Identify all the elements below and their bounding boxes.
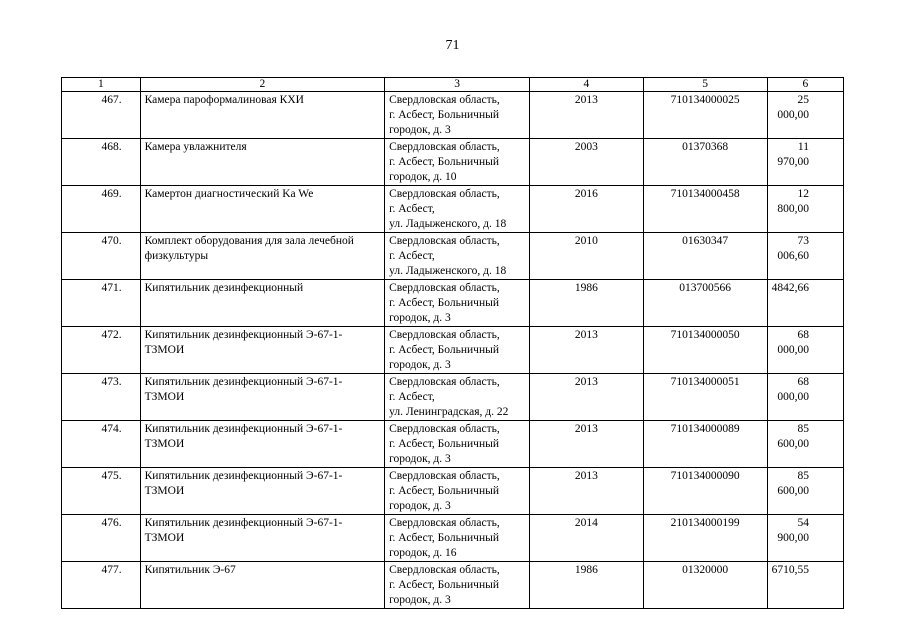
column-header-1: 1 bbox=[62, 78, 141, 92]
address-line: Свердловская область, bbox=[389, 329, 500, 341]
address-line: городок, д. 3 bbox=[389, 594, 451, 606]
address-line: городок, д. 3 bbox=[389, 500, 451, 512]
address-line: Свердловская область, bbox=[389, 282, 500, 294]
item-cost: 85 600,00 bbox=[767, 468, 843, 515]
item-cost: 85 600,00 bbox=[767, 421, 843, 468]
row-number: 473. bbox=[62, 374, 141, 421]
item-cost: 68 000,00 bbox=[767, 374, 843, 421]
item-name: Камера пароформалиновая КХИ bbox=[140, 92, 385, 139]
item-address bbox=[385, 468, 530, 515]
address-line: Свердловская область, bbox=[389, 188, 500, 200]
table-row bbox=[62, 280, 844, 327]
address-line: Свердловская область, bbox=[389, 94, 500, 106]
item-name: Кипятильник Э-67 bbox=[140, 562, 385, 609]
column-header-3: 3 bbox=[385, 78, 530, 92]
item-year: 2016 bbox=[530, 186, 644, 233]
inventory-number: 01370368 bbox=[643, 139, 767, 186]
address-line: городок, д. 3 bbox=[389, 124, 451, 136]
row-number: 472. bbox=[62, 327, 141, 374]
row-number: 475. bbox=[62, 468, 141, 515]
item-cost: 6710,55 bbox=[767, 562, 843, 609]
address-line: г. Асбест, Больничный bbox=[389, 485, 499, 497]
address-line: ул. Ладыженского, д. 18 bbox=[389, 265, 507, 277]
row-number: 471. bbox=[62, 280, 141, 327]
address-line: городок, д. 3 bbox=[389, 312, 451, 324]
table-row bbox=[62, 92, 844, 139]
address-line: городок, д. 3 bbox=[389, 359, 451, 371]
address-line: г. Асбест, Больничный bbox=[389, 438, 499, 450]
item-name: Кипятильник дезинфекционный Э-67-1-ТЗМОИ bbox=[140, 421, 385, 468]
item-cost: 12 800,00 bbox=[767, 186, 843, 233]
item-year: 2003 bbox=[530, 139, 644, 186]
address-line: городок, д. 10 bbox=[389, 171, 457, 183]
inventory-number: 710134000089 bbox=[643, 421, 767, 468]
table-row bbox=[62, 327, 844, 374]
address-line: ул. Ленинградская, д. 22 bbox=[389, 406, 509, 418]
address-line: г. Асбест, Больничный bbox=[389, 532, 499, 544]
item-address bbox=[385, 139, 530, 186]
item-address bbox=[385, 562, 530, 609]
address-line: Свердловская область, bbox=[389, 376, 500, 388]
address-line: городок, д. 3 bbox=[389, 453, 451, 465]
column-header-4: 4 bbox=[530, 78, 644, 92]
item-address bbox=[385, 515, 530, 562]
item-address bbox=[385, 233, 530, 280]
item-cost: 11 970,00 bbox=[767, 139, 843, 186]
item-address bbox=[385, 280, 530, 327]
item-year: 2013 bbox=[530, 92, 644, 139]
item-year: 1986 bbox=[530, 562, 644, 609]
column-header-6: 6 bbox=[767, 78, 843, 92]
address-line: г. Асбест, Больничный bbox=[389, 344, 499, 356]
item-name: Камера увлажнителя bbox=[140, 139, 385, 186]
item-name: Кипятильник дезинфекционный Э-67-1-ТЗМОИ bbox=[140, 515, 385, 562]
item-name: Кипятильник дезинфекционный Э-67-1-ТЗМОИ bbox=[140, 327, 385, 374]
item-address bbox=[385, 186, 530, 233]
address-line: г. Асбест, Больничный bbox=[389, 109, 499, 121]
item-name: Камертон диагностический Ka We bbox=[140, 186, 385, 233]
address-line: г. Асбест, Больничный bbox=[389, 579, 499, 591]
address-line: г. Асбест, bbox=[389, 203, 435, 215]
table-row bbox=[62, 515, 844, 562]
table-header-row bbox=[62, 78, 844, 92]
page-number: 71 bbox=[445, 38, 460, 53]
inventory-number: 710134000051 bbox=[643, 374, 767, 421]
inventory-number: 710134000090 bbox=[643, 468, 767, 515]
item-name: Кипятильник дезинфекционный Э-67-1-ТЗМОИ bbox=[140, 468, 385, 515]
item-year: 2013 bbox=[530, 374, 644, 421]
row-number: 470. bbox=[62, 233, 141, 280]
address-line: Свердловская область, bbox=[389, 141, 500, 153]
row-number: 467. bbox=[62, 92, 141, 139]
row-number: 474. bbox=[62, 421, 141, 468]
item-cost: 73 006,60 bbox=[767, 233, 843, 280]
inventory-number: 710134000025 bbox=[643, 92, 767, 139]
table-row bbox=[62, 421, 844, 468]
address-line: Свердловская область, bbox=[389, 517, 500, 529]
address-line: г. Асбест, Больничный bbox=[389, 297, 499, 309]
table-row bbox=[62, 468, 844, 515]
item-address bbox=[385, 327, 530, 374]
item-name: Кипятильник дезинфекционный Э-67-1-ТЗМОИ bbox=[140, 374, 385, 421]
item-name: Комплект оборудования для зала лечебной физкультуры bbox=[140, 233, 385, 280]
address-line: Свердловская область, bbox=[389, 470, 500, 482]
table-row bbox=[62, 562, 844, 609]
table-row bbox=[62, 186, 844, 233]
address-line: г. Асбест, bbox=[389, 391, 435, 403]
inventory-number: 210134000199 bbox=[643, 515, 767, 562]
inventory-number: 710134000458 bbox=[643, 186, 767, 233]
item-address bbox=[385, 421, 530, 468]
item-year: 2013 bbox=[530, 327, 644, 374]
item-name: Кипятильник дезинфекционный bbox=[140, 280, 385, 327]
column-header-5: 5 bbox=[643, 78, 767, 92]
inventory-number: 01320000 bbox=[643, 562, 767, 609]
item-year: 1986 bbox=[530, 280, 644, 327]
row-number: 477. bbox=[62, 562, 141, 609]
inventory-number: 710134000050 bbox=[643, 327, 767, 374]
address-line: городок, д. 16 bbox=[389, 547, 457, 559]
item-cost: 4842,66 bbox=[767, 280, 843, 327]
item-year: 2013 bbox=[530, 468, 644, 515]
address-line: г. Асбест, Больничный bbox=[389, 156, 499, 168]
column-header-2: 2 bbox=[140, 78, 385, 92]
inventory-number: 013700566 bbox=[643, 280, 767, 327]
item-address bbox=[385, 374, 530, 421]
item-cost: 25 000,00 bbox=[767, 92, 843, 139]
table-row bbox=[62, 233, 844, 280]
item-year: 2010 bbox=[530, 233, 644, 280]
address-line: г. Асбест, bbox=[389, 250, 435, 262]
item-year: 2013 bbox=[530, 421, 644, 468]
address-line: ул. Ладыженского, д. 18 bbox=[389, 218, 507, 230]
row-number: 468. bbox=[62, 139, 141, 186]
inventory-number: 01630347 bbox=[643, 233, 767, 280]
item-year: 2014 bbox=[530, 515, 644, 562]
address-line: Свердловская область, bbox=[389, 564, 500, 576]
address-line: Свердловская область, bbox=[389, 423, 500, 435]
table-row bbox=[62, 374, 844, 421]
address-line: Свердловская область, bbox=[389, 235, 500, 247]
row-number: 469. bbox=[62, 186, 141, 233]
item-cost: 68 000,00 bbox=[767, 327, 843, 374]
item-address bbox=[385, 92, 530, 139]
table-row bbox=[62, 139, 844, 186]
asset-table bbox=[61, 77, 844, 609]
row-number: 476. bbox=[62, 515, 141, 562]
item-cost: 54 900,00 bbox=[767, 515, 843, 562]
